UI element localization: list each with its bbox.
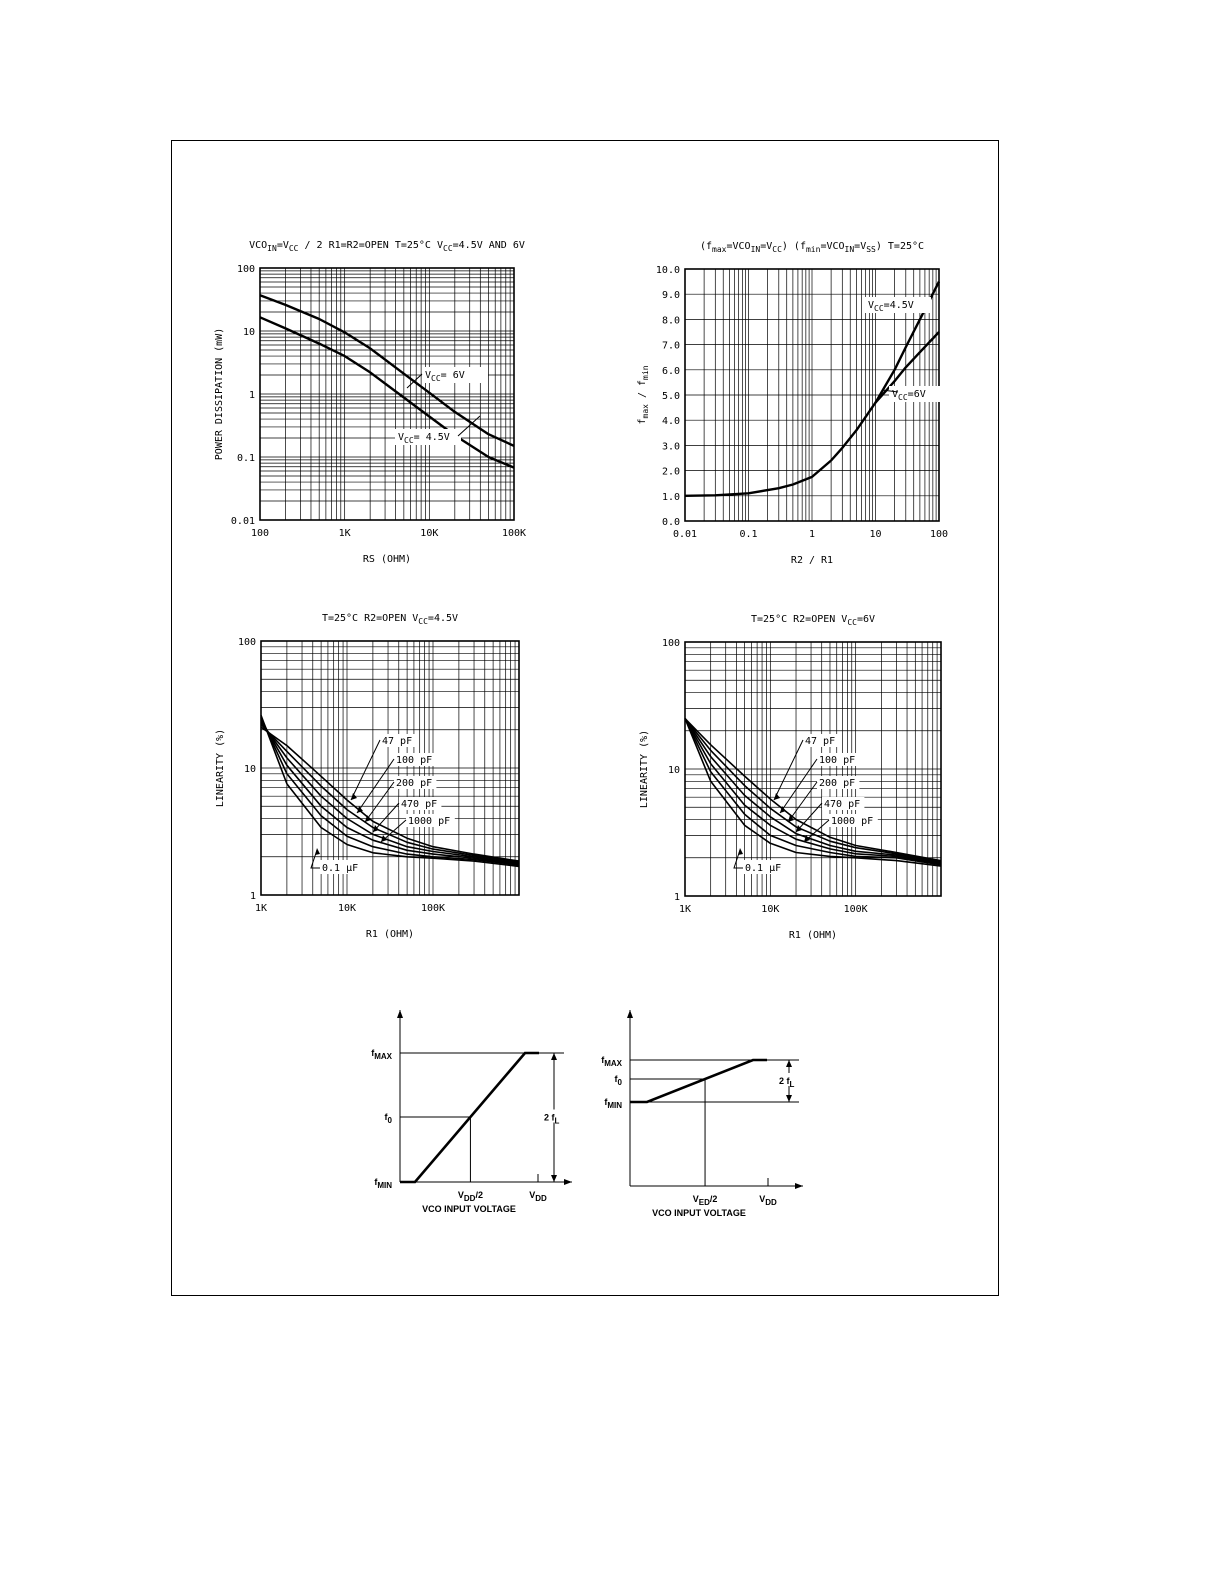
x-tick-label: 100 [929,529,949,540]
y-tick-label: 10.0 [655,265,680,276]
y-tick-label: 5.0 [661,391,680,402]
y-tick-label: 8.0 [661,315,680,327]
y-tick-label: 100 [237,637,256,648]
capacitor-label: 1000 pF [408,816,451,827]
y-axis-label: LINEARITY (%) [639,729,650,809]
y-tick-label: 6.0 [661,365,680,377]
capacitor-leader [780,759,817,813]
fmin-label: fMIN [374,1177,392,1190]
x-tick-label: 10K [761,904,780,915]
power-dissipation-chart [200,230,560,570]
capacitor-label: 470 pF [401,799,438,810]
capacitor-label: 100 pF [396,755,433,766]
capacitor-leader [774,740,803,800]
y-tick-label: 100 [661,638,680,649]
x-tick-label: 1K [678,904,692,915]
capacitor-label: 47 pF [382,736,413,747]
x-tick-label: 0.01 [672,529,698,540]
y-tick-label: 2.0 [661,466,680,478]
series-label: VCC= 6V [425,370,465,383]
capacitor-label: 200 pF [396,778,433,789]
chart-title: (fmax=VCOIN=VCC) (fmin=VCOIN=VSS) T=25°C [699,241,925,254]
capacitor-leader [357,759,394,813]
x-axis-label: R1 (OHM) [365,929,415,940]
y-tick-label: 10 [667,765,680,776]
vco-transfer-diagram-narrow [595,1000,825,1230]
y-tick-label: 10 [243,764,256,775]
chart-title: T=25°C R2=OPEN VCC=6V [750,614,876,627]
x-axis-label: VCO INPUT VOLTAGE [422,1204,516,1214]
x-tick-label: 100K [420,903,446,914]
vdd-label: VDD [529,1190,547,1203]
half-vdd-label: VED/2 [692,1194,718,1207]
fmax-label: fMAX [371,1048,392,1061]
y-tick-label: 1 [249,891,256,902]
y-tick-label: 0.1 [236,453,255,464]
x-tick-label: 10 [869,529,882,540]
x-tick-label: 0.1 [739,529,758,540]
range-arrow-bottom [786,1095,792,1102]
f0-label: f0 [384,1112,392,1125]
fmax-label: fMAX [601,1055,622,1068]
x-tick-label: 1K [254,903,268,914]
series-label: VCC=6V [892,389,926,402]
x-axis-label: R2 / R1 [790,555,834,566]
capacitor-label: 47 pF [805,736,836,747]
x-tick-label: 100 [250,528,270,539]
y-tick-label: 7.0 [661,340,680,352]
capacitor-arrow [738,848,743,855]
x-axis-label: R1 (OHM) [788,930,838,941]
vco-transfer-curve [630,1060,767,1102]
y-tick-label: 9.0 [661,290,680,302]
y-tick-label: 1 [248,390,255,401]
half-vdd-label: VDD/2 [457,1190,483,1203]
chart-title: VCOIN=VCC / 2 R1=R2=OPEN T=25°C VCC=4.5V AND 6V [249,240,525,253]
capacitor-label: 0.1 μF [745,863,782,874]
y-tick-label: 0.01 [230,516,255,527]
capacitor-leader [788,782,817,822]
range-label: 2 fL [544,1112,560,1126]
grid [260,268,514,520]
vco-transfer-diagram-wide [360,1000,590,1230]
y-tick-label: 0.0 [661,517,680,528]
capacitor-label: 470 pF [824,799,861,810]
capacitor-leader [351,740,380,800]
capacitor-arrow [315,848,320,855]
fmax-fmin-ratio-chart [630,240,960,570]
f0-label: f0 [614,1074,622,1087]
fmin-label: fMIN [604,1097,622,1110]
linearity-4-5v-chart [205,610,540,950]
x-tick-label: 10K [420,528,439,539]
x-axis-arrow [795,1183,803,1189]
range-label: 2 fL [779,1076,795,1089]
range-arrow-bottom [551,1175,557,1182]
y-axis-label: POWER DISSIPATION (mW) [214,327,225,461]
x-tick-label: 100K [843,904,868,915]
y-axis-label: LINEARITY (%) [215,728,226,808]
range-arrow-top [551,1053,557,1060]
chart-title: T=25°C R2=OPEN VCC=4.5V [321,613,459,626]
series-line [260,317,514,467]
x-axis-label: VCO INPUT VOLTAGE [652,1208,746,1218]
y-tick-label: 10 [242,327,255,338]
y-tick-label: 1 [673,892,680,903]
capacitor-label: 100 pF [819,755,856,766]
y-tick-label: 4.0 [661,416,680,428]
x-axis-arrow [564,1179,572,1185]
y-tick-label: 100 [236,264,255,275]
x-tick-label: 100K [501,528,527,539]
y-axis-label: fmax / fmin [637,365,650,425]
series-label: VCC= 4.5V [398,432,450,445]
y-tick-label: 3.0 [661,441,680,453]
vdd-label: VDD [759,1194,777,1207]
x-tick-label: 10K [337,903,357,914]
series-label: VCC=4.5V [868,300,914,313]
linearity-6v-chart [628,610,963,950]
capacitor-label: 200 pF [819,778,856,789]
capacitor-label: 1000 pF [831,816,874,827]
x-tick-label: 1K [338,528,351,539]
y-axis-arrow [397,1010,403,1018]
y-axis-arrow [627,1010,633,1018]
capacitor-label: 0.1 μF [322,863,359,874]
range-arrow-top [786,1060,792,1067]
x-tick-label: 1 [808,529,816,540]
x-axis-label: RS (OHM) [362,554,412,565]
y-tick-label: 1.0 [661,491,680,503]
